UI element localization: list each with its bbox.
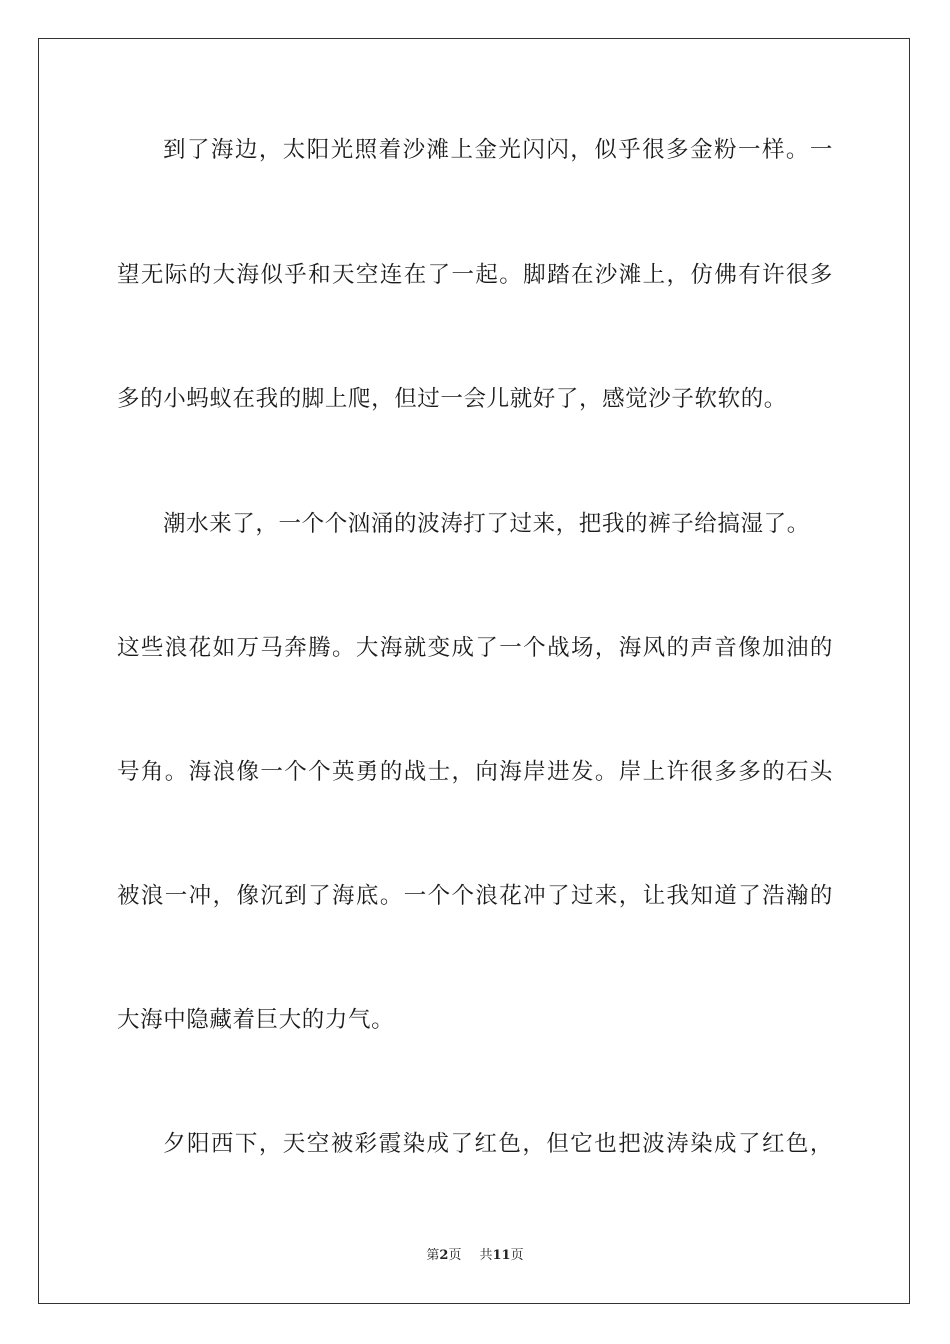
- total-suffix: 页: [510, 1248, 524, 1263]
- paragraph-2-line-1: 潮水来了，一个个汹涌的波涛打了过来，把我的裤子给搞湿了。: [163, 511, 810, 537]
- paragraph-2-line-2: 这些浪花如万马奔腾。大海就变成了一个战场，海风的声音像加油的: [117, 635, 833, 661]
- paragraph-3-line-1: 夕阳西下，天空被彩霞染成了红色，但它也把波涛染成了红色，: [163, 1131, 833, 1157]
- paragraph-1-line-1: 到了海边，太阳光照着沙滩上金光闪闪，似乎很多金粉一样。一: [163, 137, 833, 163]
- paragraph-1-line-2: 望无际的大海似乎和天空连在了一起。脚踏在沙滩上，仿佛有许很多: [117, 262, 833, 288]
- paragraph-2-line-5: 大海中隐藏着巨大的力气。: [117, 1007, 395, 1033]
- total-pages: 11: [492, 1248, 511, 1263]
- paragraph-2-line-3: 号角。海浪像一个个英勇的战士，向海岸进发。岸上许很多多的石头: [117, 759, 833, 785]
- page-frame: [38, 38, 910, 1304]
- page-suffix: 页: [448, 1248, 462, 1263]
- page-number: 2: [439, 1248, 449, 1263]
- total-prefix: 共: [479, 1248, 493, 1263]
- page-prefix: 第: [426, 1248, 440, 1263]
- paragraph-2-line-4: 被浪一冲，像沉到了海底。一个个浪花冲了过来，让我知道了浩瀚的: [117, 883, 833, 909]
- page-footer: [0, 1247, 950, 1265]
- paragraph-1-line-3: 多的小蚂蚁在我的脚上爬，但过一会儿就好了，感觉沙子软软的。: [117, 386, 787, 412]
